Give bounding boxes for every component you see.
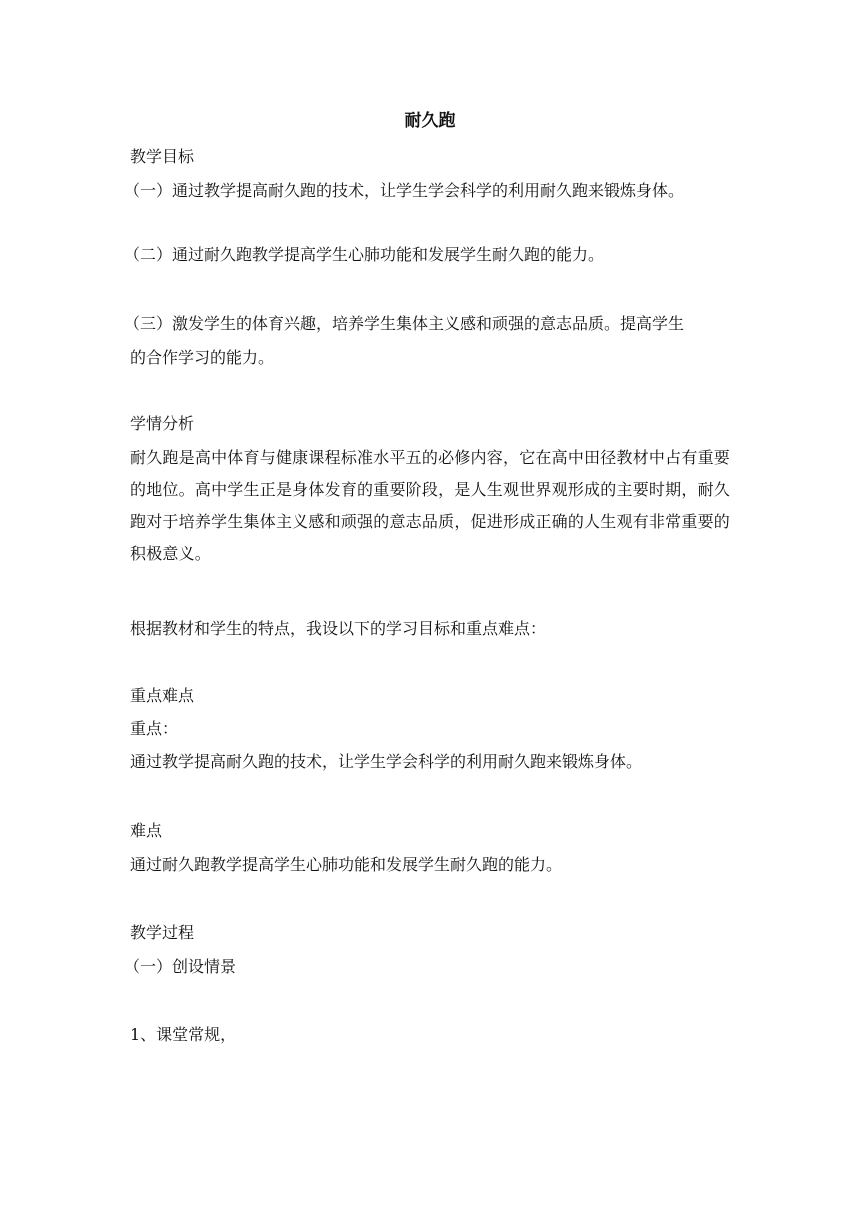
difficulty-text: 通过耐久跑教学提高学生心肺功能和发展学生耐久跑的能力。 xyxy=(130,855,563,874)
key-point-text: 通过教学提高耐久跑的技术，让学生学会科学的利用耐久跑来锻炼身体。 xyxy=(130,752,643,771)
objective-3-line-2: 的合作学习的能力。 xyxy=(130,348,275,367)
key-point-label: 重点： xyxy=(130,719,179,738)
objective-1: （一）通过教学提高耐久跑的技术，让学生学会科学的利用耐久跑来锻炼身体。 xyxy=(124,181,685,200)
process-item-1: 1、课堂常规， xyxy=(130,1025,237,1044)
analysis-paragraph: 耐久跑是高中体育与健康课程标准水平五的必修内容，它在高中田径教材中占有重要的地位。高中学生正是身体发育的重要阶段，是人生观世界观形成的主要时期，耐久跑对于培养学生集体主义感和顽强的意志品质，促进形成正确的人生观有非常重要的积极意义。 xyxy=(130,448,730,563)
process-heading: 教学过程 xyxy=(130,923,195,942)
objective-3-line-1: （三）激发学生的体育兴趣，培养学生集体主义感和顽强的意志品质。提高学生 xyxy=(124,314,685,333)
basis-sentence: 根据教材和学生的特点，我设以下的学习目标和重点难点： xyxy=(130,619,547,638)
key-points-heading: 重点难点 xyxy=(130,686,195,705)
document-title: 耐久跑 xyxy=(404,111,456,131)
analysis-heading: 学情分析 xyxy=(130,414,195,433)
objectives-heading: 教学目标 xyxy=(130,147,195,166)
objective-2: （二）通过耐久跑教学提高学生心肺功能和发展学生耐久跑的能力。 xyxy=(124,245,605,264)
difficulty-label: 难点 xyxy=(130,821,163,840)
process-step-1: （一）创设情景 xyxy=(124,957,237,976)
